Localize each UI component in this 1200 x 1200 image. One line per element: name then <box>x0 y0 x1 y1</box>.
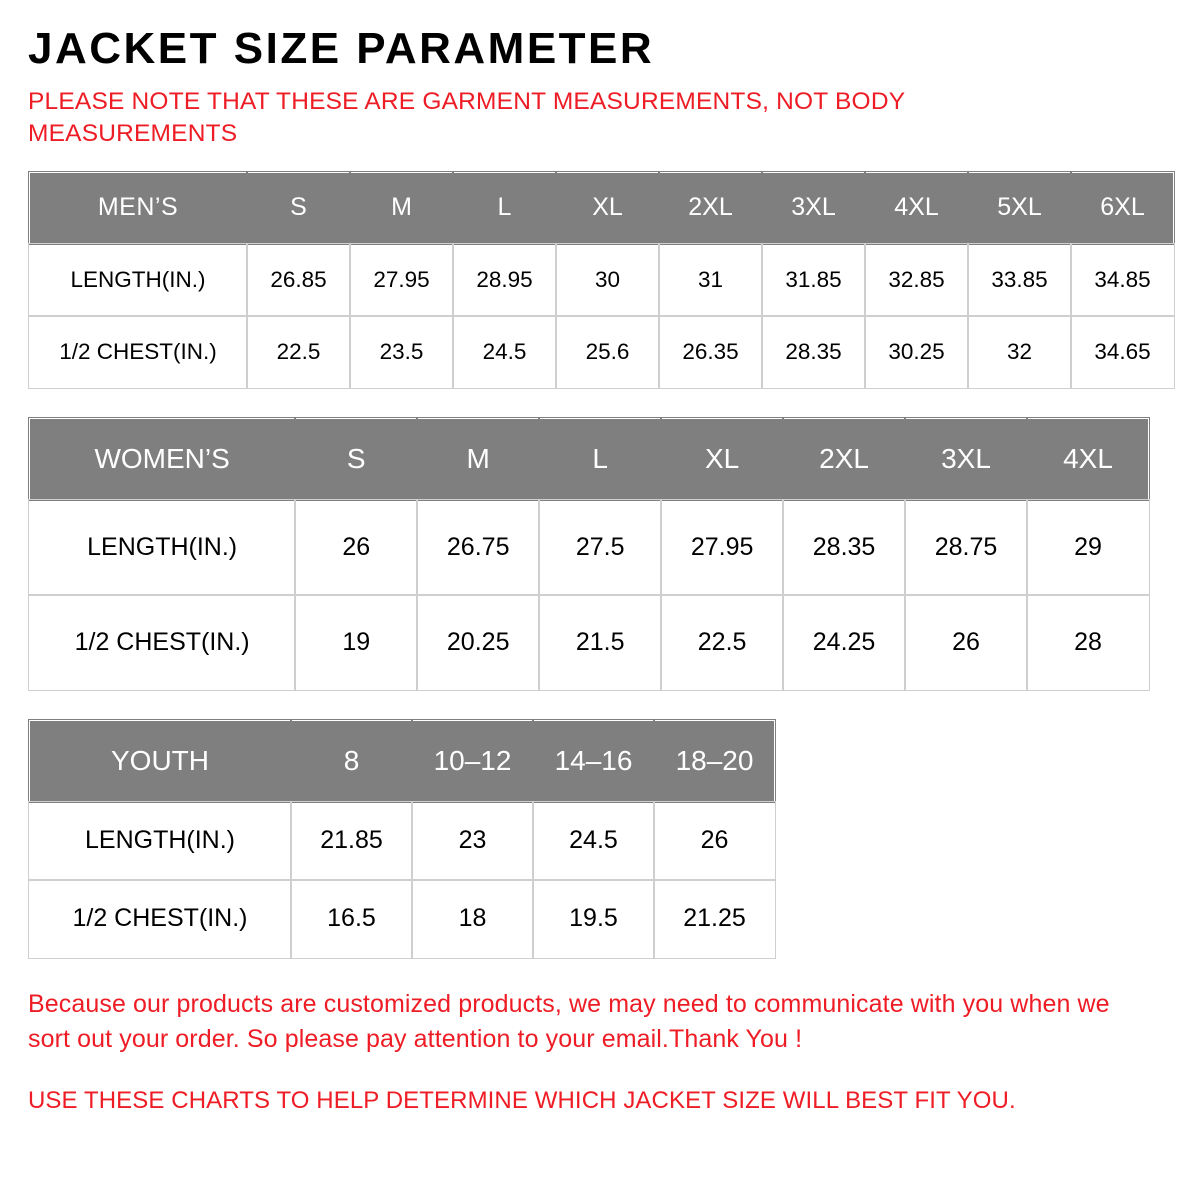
table-row <box>29 880 775 958</box>
mens-length-6xl: 34.85 <box>1071 244 1174 316</box>
mens-length-m: 27.95 <box>350 244 453 316</box>
youth-size-8: 8 <box>291 720 412 802</box>
mens-length-3xl: 31.85 <box>762 244 865 316</box>
table-header-row <box>29 418 1149 500</box>
mens-size-s: S <box>247 172 350 244</box>
womens-size-4xl: 4XL <box>1027 418 1149 500</box>
womens-size-l: L <box>539 418 661 500</box>
mens-size-5xl: 5XL <box>968 172 1071 244</box>
womens-length-xl: 27.95 <box>661 500 783 595</box>
youth-chest-18-20: 21.25 <box>654 880 775 958</box>
youth-length-label: LENGTH(IN.) <box>29 802 291 880</box>
womens-length-2xl: 28.35 <box>783 500 905 595</box>
womens-chest-label: 1/2 CHEST(IN.) <box>29 595 295 690</box>
womens-chest-xl: 22.5 <box>661 595 783 690</box>
womens-chest-4xl: 28 <box>1027 595 1149 690</box>
youth-length-14-16: 24.5 <box>533 802 654 880</box>
mens-size-3xl: 3XL <box>762 172 865 244</box>
table-row <box>29 316 1174 388</box>
mens-size-xl: XL <box>556 172 659 244</box>
womens-length-l: 27.5 <box>539 500 661 595</box>
table-header-row <box>29 172 1174 244</box>
mens-chest-4xl: 30.25 <box>865 316 968 388</box>
youth-table-label: YOUTH <box>29 720 291 802</box>
mens-size-table <box>28 171 1175 389</box>
youth-length-10-12: 23 <box>412 802 533 880</box>
youth-chest-14-16: 19.5 <box>533 880 654 958</box>
mens-size-l: L <box>453 172 556 244</box>
womens-length-4xl: 29 <box>1027 500 1149 595</box>
mens-length-s: 26.85 <box>247 244 350 316</box>
mens-chest-xl: 25.6 <box>556 316 659 388</box>
youth-size-10-12: 10–12 <box>412 720 533 802</box>
womens-length-s: 26 <box>295 500 417 595</box>
womens-chest-s: 19 <box>295 595 417 690</box>
mens-chest-5xl: 32 <box>968 316 1071 388</box>
garment-measurement-note: PLEASE NOTE THAT THESE ARE GARMENT MEASUREMENTS, NOT BODY MEASUREMENTS <box>28 88 905 147</box>
youth-chest-10-12: 18 <box>412 880 533 958</box>
page-title: JACKET SIZE PARAMETER <box>28 24 655 73</box>
womens-chest-3xl: 26 <box>905 595 1027 690</box>
mens-chest-s: 22.5 <box>247 316 350 388</box>
table-row <box>29 595 1149 690</box>
table-row <box>29 500 1149 595</box>
mens-chest-m: 23.5 <box>350 316 453 388</box>
mens-chest-2xl: 26.35 <box>659 316 762 388</box>
mens-chest-label: 1/2 CHEST(IN.) <box>29 316 247 388</box>
womens-size-3xl: 3XL <box>905 418 1027 500</box>
youth-chest-8: 16.5 <box>291 880 412 958</box>
womens-table-label: WOMEN’S <box>29 418 295 500</box>
mens-length-l: 28.95 <box>453 244 556 316</box>
womens-chest-2xl: 24.25 <box>783 595 905 690</box>
womens-length-label: LENGTH(IN.) <box>29 500 295 595</box>
mens-chest-6xl: 34.65 <box>1071 316 1174 388</box>
womens-length-3xl: 28.75 <box>905 500 1027 595</box>
womens-chest-m: 20.25 <box>417 595 539 690</box>
mens-size-6xl: 6XL <box>1071 172 1174 244</box>
youth-length-8: 21.85 <box>291 802 412 880</box>
youth-length-18-20: 26 <box>654 802 775 880</box>
customization-footnote: Because our products are customized products, we may need to communicate with you when we sort out your order. So please pay attention to your email.Thank You ! <box>28 989 1110 1054</box>
mens-table-label: MEN’S <box>29 172 247 244</box>
youth-size-18-20: 18–20 <box>654 720 775 802</box>
mens-length-label: LENGTH(IN.) <box>29 244 247 316</box>
mens-size-m: M <box>350 172 453 244</box>
mens-size-2xl: 2XL <box>659 172 762 244</box>
youth-size-14-16: 14–16 <box>533 720 654 802</box>
womens-size-s: S <box>295 418 417 500</box>
mens-chest-3xl: 28.35 <box>762 316 865 388</box>
chart-usage-footnote: USE THESE CHARTS TO HELP DETERMINE WHICH JACKET SIZE WILL BEST FIT YOU. <box>28 1086 1016 1114</box>
table-header-row <box>29 720 775 802</box>
mens-length-5xl: 33.85 <box>968 244 1071 316</box>
womens-chest-l: 21.5 <box>539 595 661 690</box>
womens-size-table <box>28 417 1150 691</box>
mens-length-2xl: 31 <box>659 244 762 316</box>
womens-size-2xl: 2XL <box>783 418 905 500</box>
table-row <box>29 244 1174 316</box>
table-row <box>29 802 775 880</box>
youth-size-table <box>28 719 776 959</box>
mens-size-4xl: 4XL <box>865 172 968 244</box>
womens-size-m: M <box>417 418 539 500</box>
womens-size-xl: XL <box>661 418 783 500</box>
mens-chest-l: 24.5 <box>453 316 556 388</box>
womens-length-m: 26.75 <box>417 500 539 595</box>
youth-chest-label: 1/2 CHEST(IN.) <box>29 880 291 958</box>
mens-length-4xl: 32.85 <box>865 244 968 316</box>
mens-length-xl: 30 <box>556 244 659 316</box>
